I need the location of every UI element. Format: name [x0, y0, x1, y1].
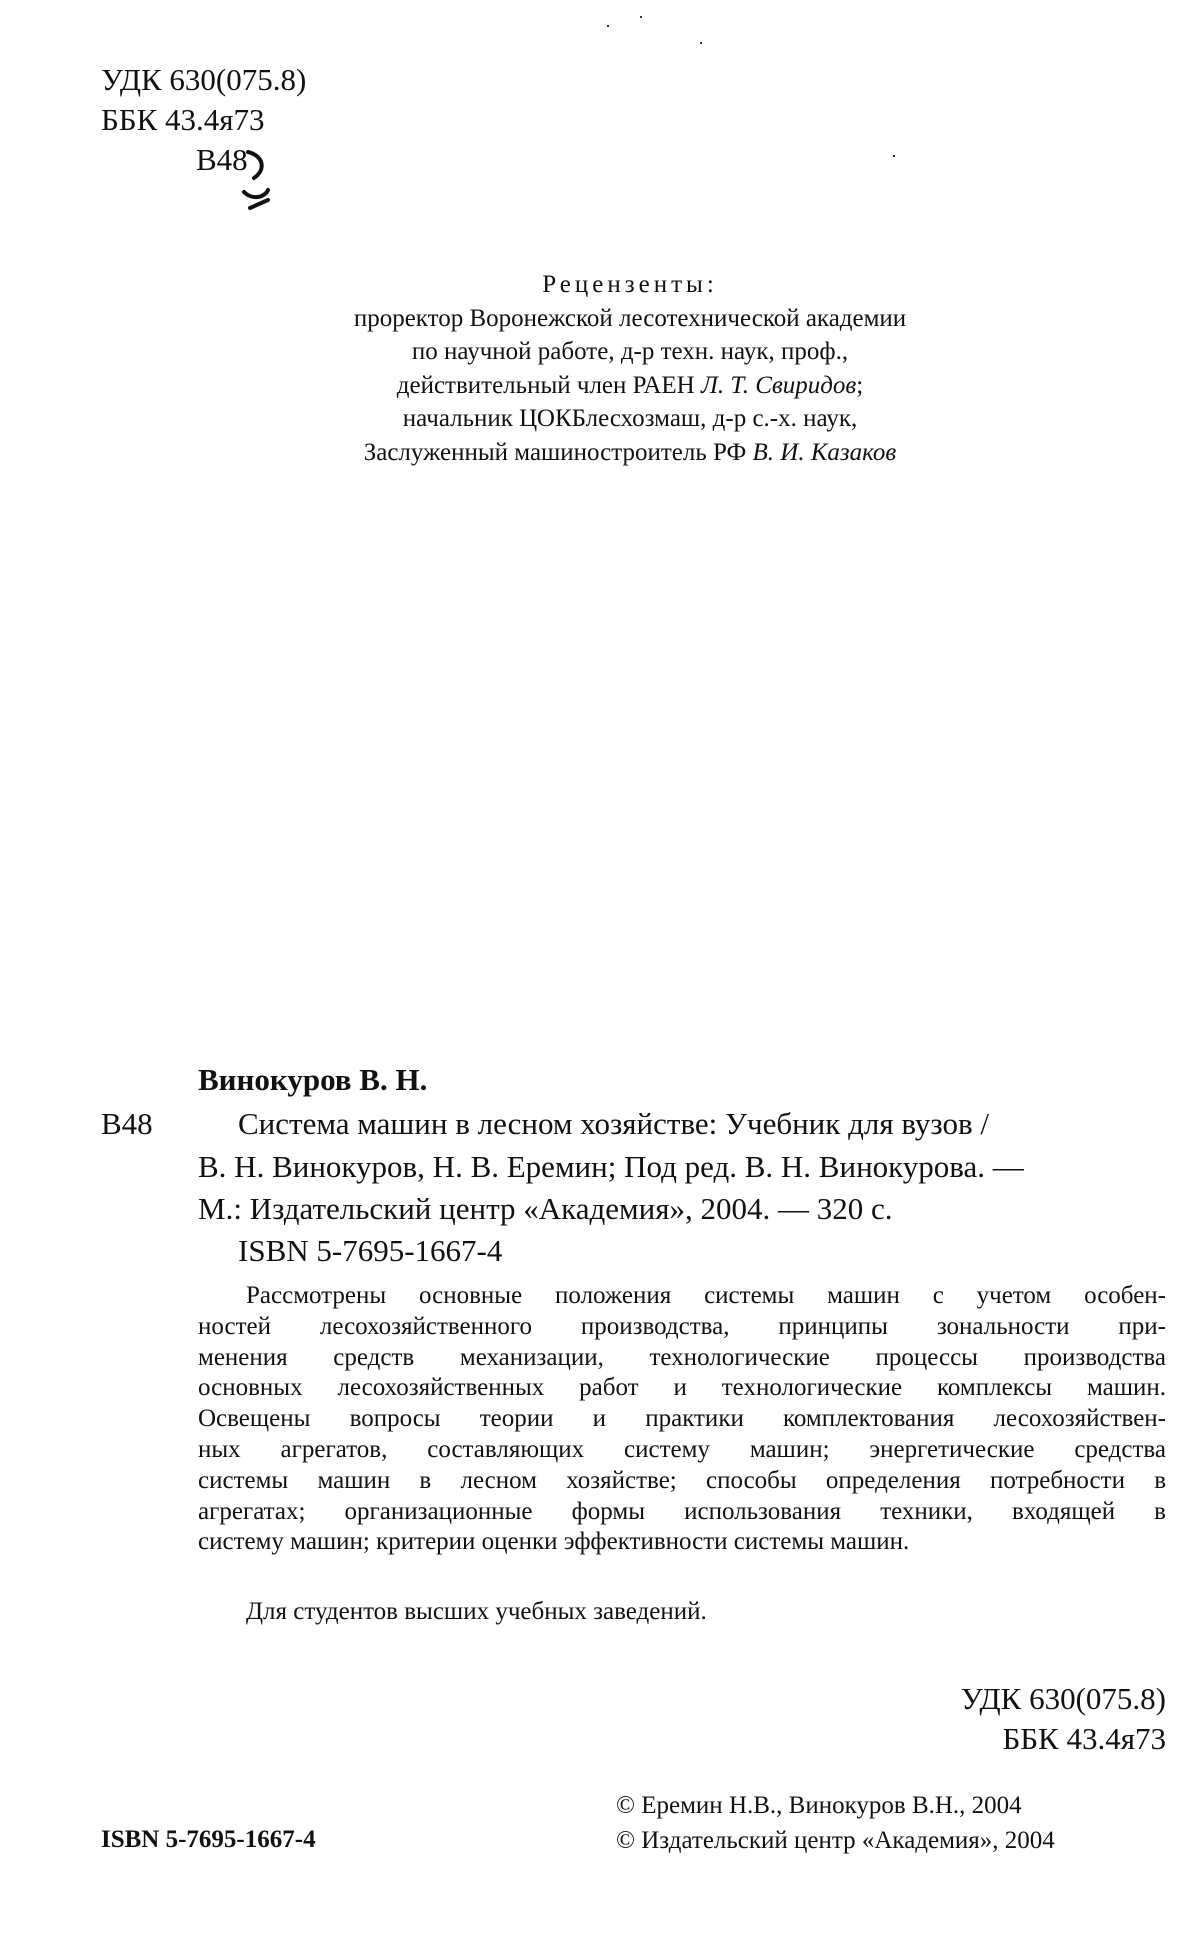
author-mark-top: В48	[196, 142, 248, 177]
author-name: Винокуров В. Н.	[198, 1062, 428, 1097]
abstract-line: ных агрегатов, составляющих систему машин; энергетические средства	[198, 1435, 1166, 1463]
copyright-publisher: © Издательский центр «Академия», 2004	[616, 1827, 1055, 1854]
scan-speck	[607, 25, 609, 27]
reviewer-line: проректор Воронежской лесотехнической академии	[353, 304, 907, 332]
scan-speck	[640, 16, 642, 18]
udk-code-top: УДК 630(075.8)	[101, 62, 307, 97]
abstract-line: Освещены вопросы теории и практики комплектования лесохозяйствен-	[198, 1405, 1166, 1433]
abstract-line: систему машин; критерии оценки эффективности системы машин.	[198, 1528, 910, 1556]
bbk-code-top: ББК 43.4я73	[101, 102, 265, 137]
entry-isbn: ISBN 5-7695-1667-4	[238, 1233, 503, 1268]
handwritten-pen-mark	[238, 148, 278, 218]
scan-speck	[893, 155, 895, 157]
abstract-line: Рассмотрены основные положения системы машин с учетом особен-	[246, 1282, 1166, 1309]
reviewer-line: действительный член РАЕН Л. Т. Свиридов;	[396, 371, 864, 399]
book-title-line: В. Н. Винокуров, Н. В. Еремин; Под ред. В. Н. Винокурова. —	[198, 1149, 1024, 1184]
reviewers-block	[240, 268, 1020, 469]
copyright-authors: © Еремин Н.В., Винокуров В.Н., 2004	[616, 1792, 1022, 1819]
udk-code-bottom: УДК 630(075.8)	[960, 1681, 1166, 1716]
book-title-line: Система машин в лесном хозяйстве: Учебник для вузов /	[238, 1106, 989, 1141]
book-title-line: М.: Издательский центр «Академия», 2004. — 320 с.	[198, 1191, 893, 1226]
reviewer-line: начальник ЦОКБлесхозмаш, д-р с.-х. наук,	[402, 405, 858, 432]
reviewer-name: В. И. Казаков	[752, 438, 897, 466]
abstract-line: ностей лесохозяйственного производства, принципы зональности при-	[198, 1312, 1166, 1340]
reviewer-name: Л. Т. Свиридов	[700, 371, 857, 399]
reviewer-line: по научной работе, д-р техн. наук, проф.,	[411, 338, 849, 365]
bbk-code-bottom: ББК 43.4я73	[1002, 1721, 1166, 1756]
reviewers-heading: Рецензенты:	[542, 271, 718, 298]
audience-note: Для студентов высших учебных заведений.	[246, 1598, 707, 1625]
abstract-line: системы машин в лесном хозяйстве; способы определения потребности в	[198, 1466, 1166, 1494]
isbn-bottom: ISBN 5-7695-1667-4	[101, 1826, 316, 1853]
reviewer-line: Заслуженный машиностроитель РФ В. И. Казаков	[363, 438, 897, 466]
abstract-paragraph	[198, 1281, 1166, 1558]
abstract-line: агрегатах; организационные формы использования техники, входящей в	[198, 1497, 1166, 1525]
abstract-line: основных лесохозяйственных работ и технологические комплексы машин.	[198, 1374, 1166, 1402]
entry-author-mark: В48	[101, 1106, 153, 1141]
abstract-line: менения средств механизации, технологические процессы производства	[198, 1343, 1166, 1371]
scan-speck	[700, 42, 702, 44]
